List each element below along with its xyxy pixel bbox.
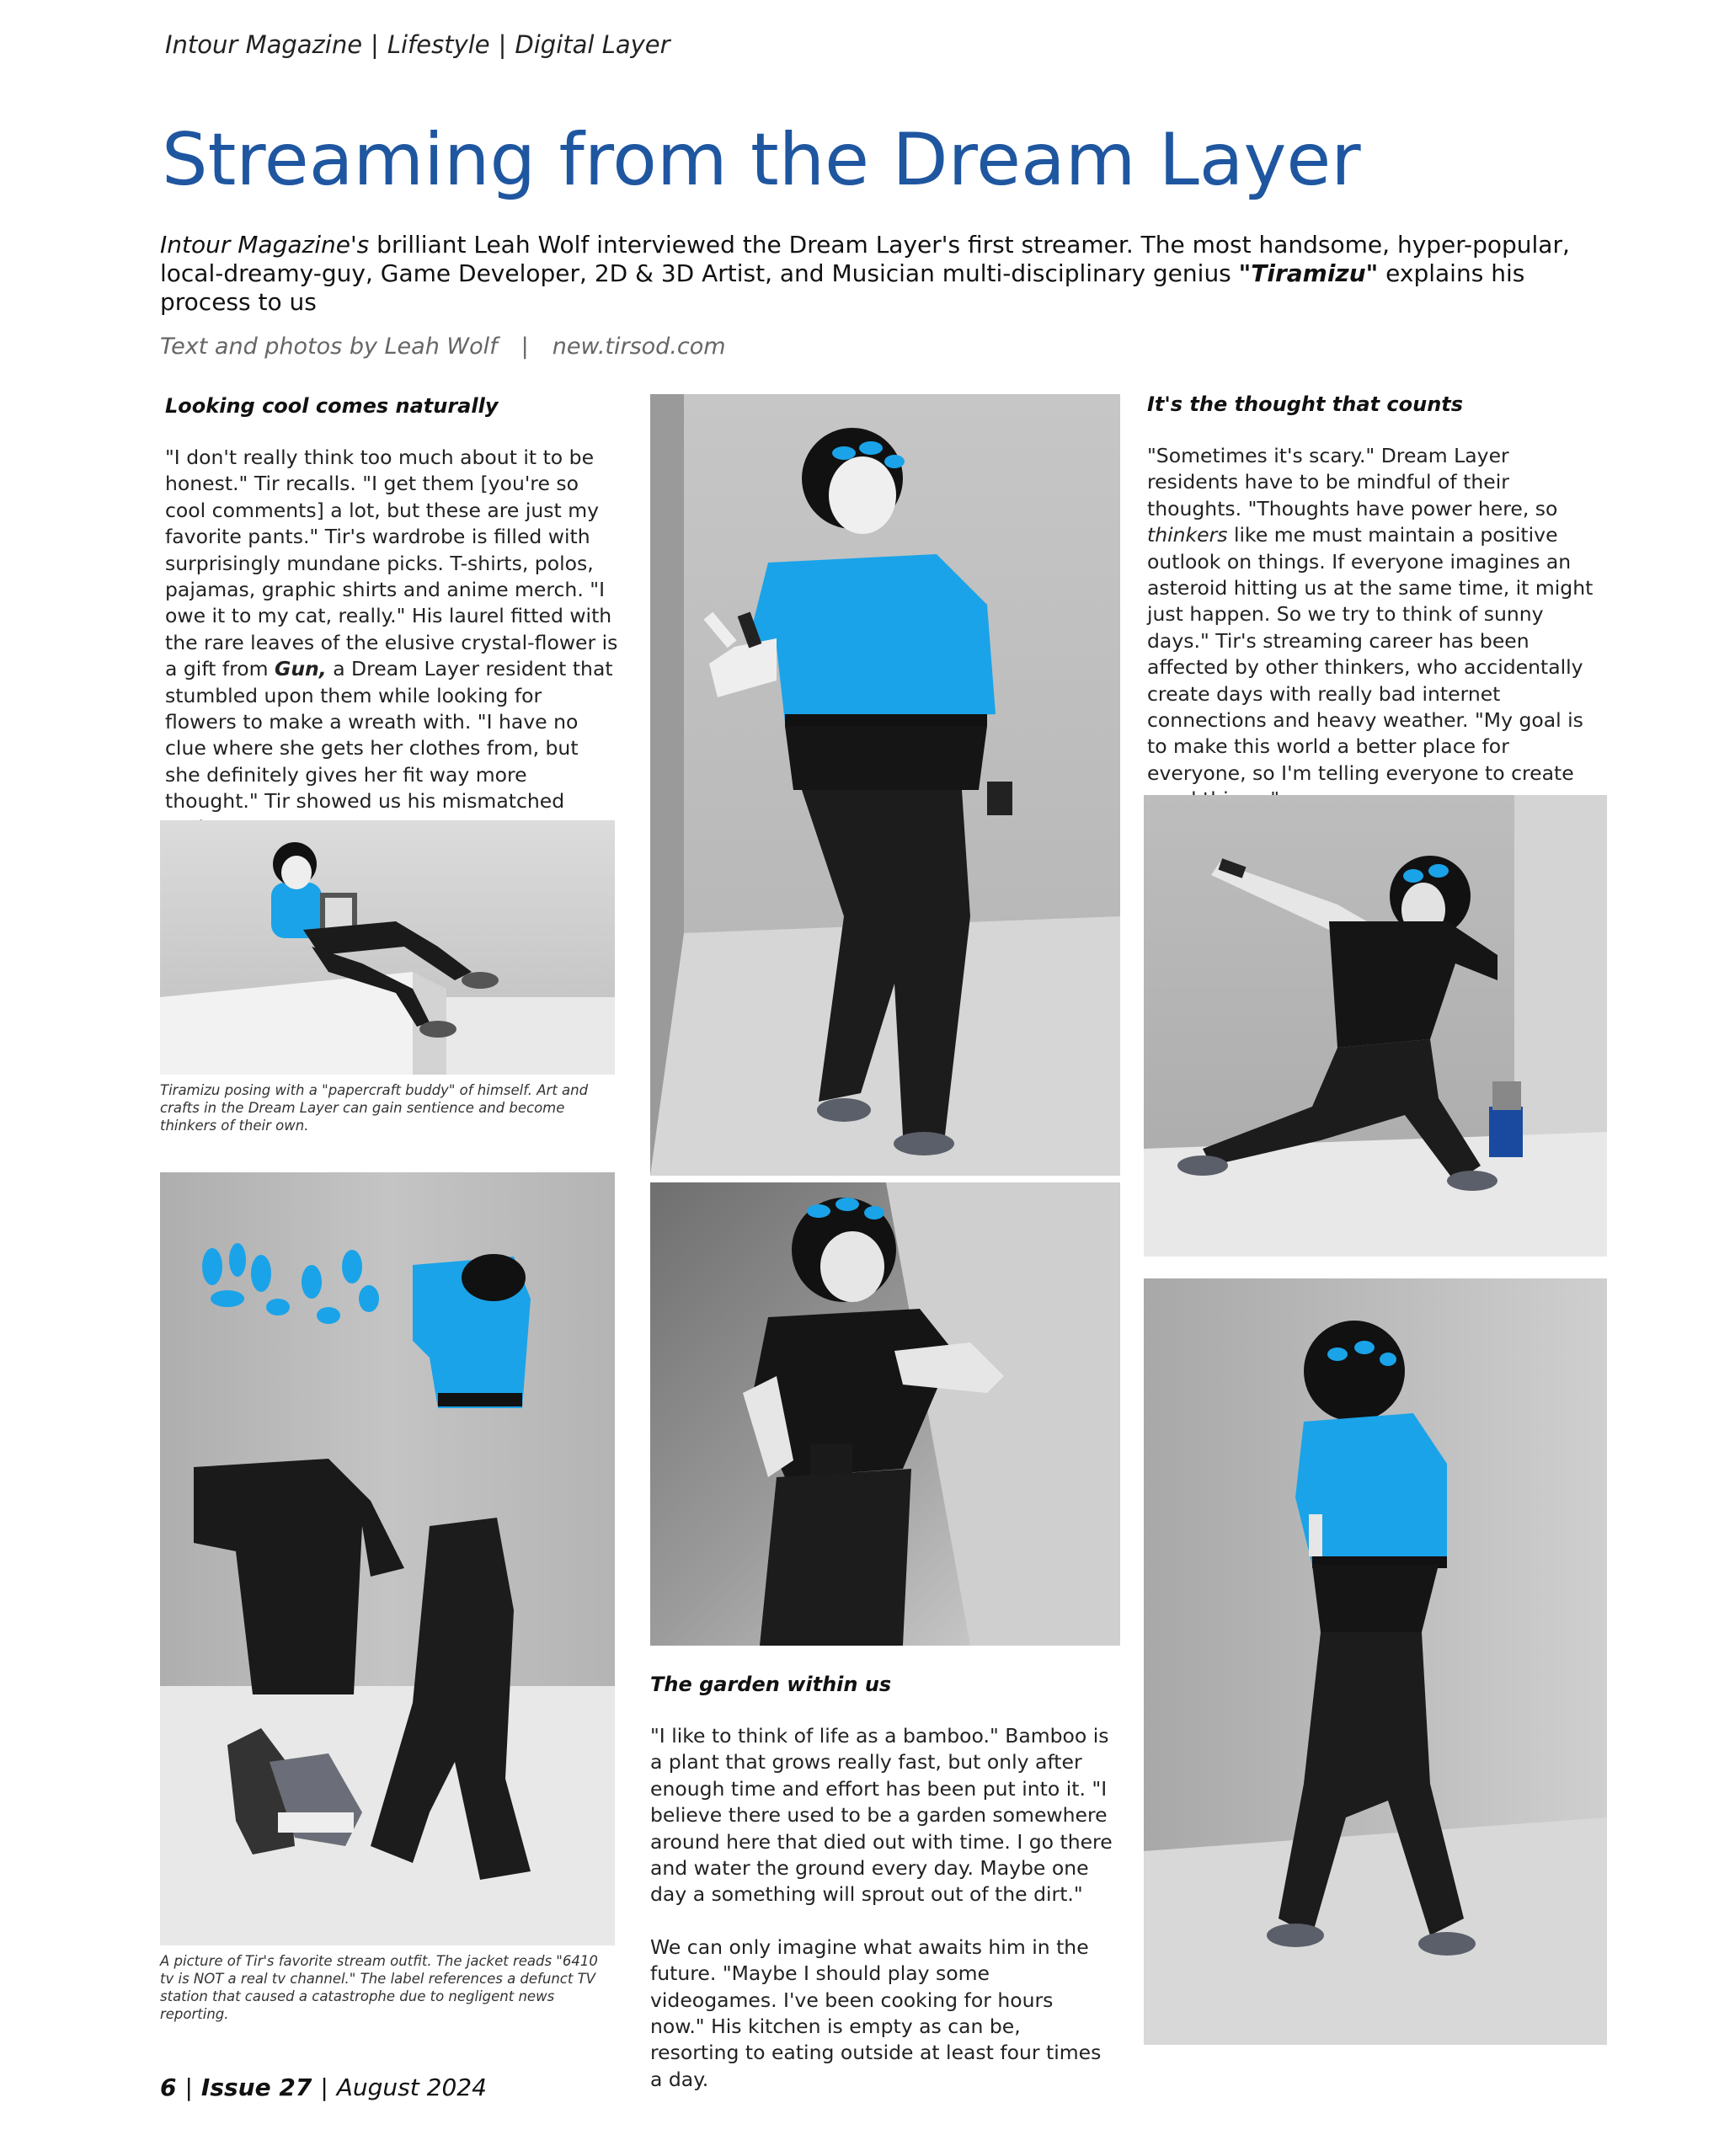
header-section: Lifestyle	[387, 30, 490, 59]
dek-text-b: explains his process to us	[160, 259, 1525, 316]
article-dek	[160, 231, 1609, 317]
photo-dab-pose	[1144, 795, 1607, 1257]
page-footer: 6 | Issue 27 | August 2024	[160, 2073, 487, 2101]
section-body-garden	[650, 1723, 1113, 2093]
photo-walking-away	[1144, 1278, 1607, 2045]
photo-papercraft-buddy	[160, 820, 615, 1075]
garden-paragraph-2: We can only imagine what awaits him in the future. "Maybe I should play some videogames. I've been cooking for hours now." His kitchen is empty as can be, resorting to eating outside at least four times a day.	[650, 1935, 1102, 2091]
caption-papercraft: Tiramizu posing with a "papercraft buddy" of himself. Art and crafts in the Dream Layer can gain sentience and become thinkers of their own.	[160, 1082, 589, 1134]
garden-paragraph-1: "I like to think of life as a bamboo." Bamboo is a plant that grows really fast, but only after enough time and effort has been put into it. "I believe there used to be a garden somewhere around here that died out with time. I go there and water the ground every day. Maybe one day a something will sprout out of the dirt."	[650, 1724, 1113, 1907]
dek-name: "Tiramizu"	[1238, 259, 1379, 287]
photo-peace-sign	[650, 394, 1120, 1176]
section-body-thought: "Sometimes it's scary." Dream Layer residents have to be mindful of their thoughts. "Thoughts have power here, so thinkers like me must maintain a positive outlook on things. If everyone imagines an asteroid hitting us at the same time, it might just happen. So we try to think of sunny days." Tir's streaming career has been affected by other thinkers, who accidentally create days with really bad internet connections and heavy weather. "My goal is to make this world a better place for everyone, so I'm telling everyone to create	[1147, 444, 1594, 785]
issue-date: August 2024	[336, 2073, 487, 2101]
section-body-looking-cool: "I don't really think too much about it to be honest." Tir recalls. "I get them [you're so cool comments] a lot, but these are just my favorite pants." Tir's wardrobe is filled with surprisingly mundane picks. T-shirts, polos, pajamas, graphic shirts and anime merch. "I owe it to my cat, really." His laurel fitted with the rare leaves of the elusive crystal-flower is a gift from Gun, a Dream Layer resident that stumbled upon them while looking for flowers to make a wreath with. "I have no clue where she gets her clothes from, but she definitely gives her fit way more thought." Tir showed us his mismatched	[165, 446, 618, 814]
thinkers-word: thinkers	[1147, 523, 1228, 547]
section-heading-garden: The garden within us	[650, 1673, 892, 1696]
photo-leaning-wall	[650, 1182, 1120, 1646]
photo-credit: Text and photos by Leah Wolf | new.tirsod.com	[160, 334, 726, 360]
article-title: Streaming from the Dream Layer	[162, 118, 1361, 202]
gun-name: Gun,	[275, 657, 327, 681]
page-number: 6	[160, 2073, 177, 2101]
credit-url[interactable]: new.tirsod.com	[552, 334, 726, 360]
section-heading-looking-cool: Looking cool comes naturally	[165, 394, 499, 418]
dek-lead: Intour Magazine's	[160, 231, 370, 259]
issue-number: Issue 27	[200, 2073, 312, 2101]
header-publication: Intour Magazine	[165, 30, 363, 59]
photo-stream-outfit	[160, 1172, 615, 1945]
dek-text-a: brilliant Leah Wolf interviewed the Dream Layer's first streamer. The most handsome, hyper-popular, local-dreamy-guy, Game Developer, 2D & 3D Artist, and Musician multi-disciplinary genius	[160, 231, 1570, 287]
running-header: Intour Magazine | Lifestyle | Digital Layer	[165, 30, 670, 59]
section-heading-thought: It's the thought that counts	[1147, 392, 1464, 416]
header-subsection: Digital Layer	[515, 30, 670, 59]
byline: Text and photos by Leah Wolf	[160, 334, 498, 360]
caption-outfit: A picture of Tir's favorite stream outfit. The jacket reads "6410 tv is NOT a real tv channel." The label references a defunct TV station that caused a catastrophe due to negligent news reporting.	[160, 1953, 598, 2022]
